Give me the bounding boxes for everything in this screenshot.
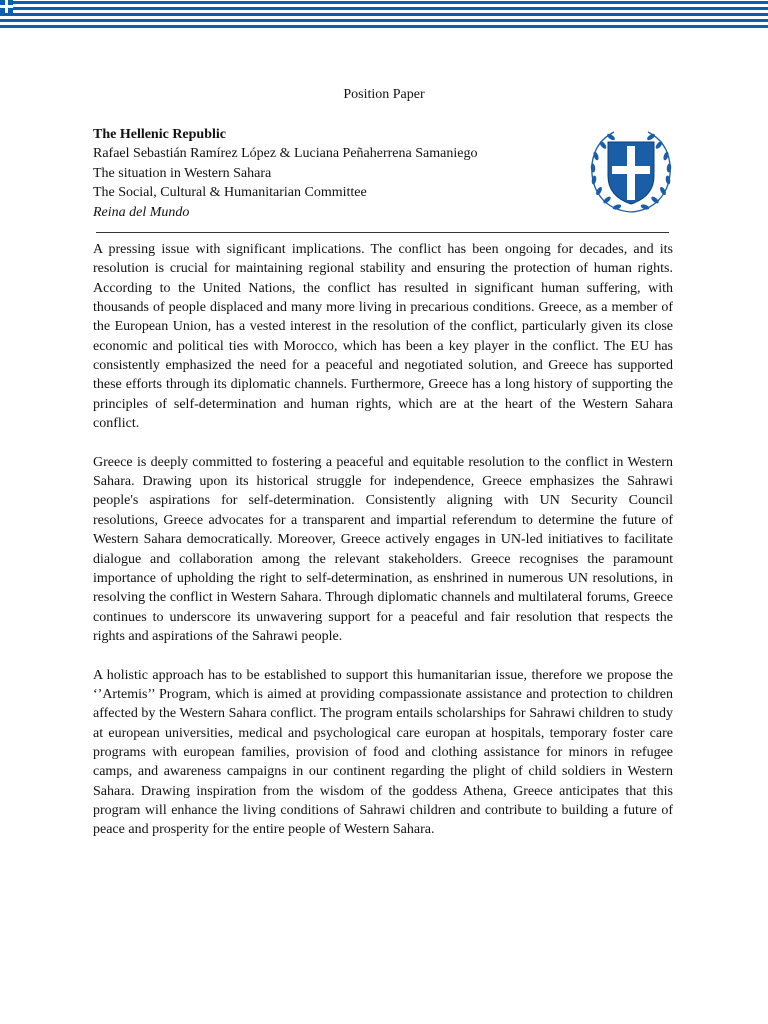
paragraph-1: A pressing issue with significant implications. The conflict has been ongoing for decades, and its resolution is crucial for maintaining regional stability and ensuring the protection of human rights. According to the United Nations, the conflict has resulted in significant human suffering, with thousands of people displaced and many more living in precarious conditions. Greece, as a member of the European Union, has a vested interest in the resolution of the conflict, particularly given its close economic and political ties with Morocco, which has been a key player in the conflict. The EU has consistently emphasized the need for a peaceful and negotiated solution, and Greece has supported these efforts through its diplomatic channels. Furthermore, Greece has a long history of supporting the principles of self-determination and human rights, which are at the heart of the Western Sahara conflict.	[93, 242, 673, 432]
greek-coat-of-arms-icon	[586, 126, 676, 216]
paragraph-2: Greece is deeply committed to fostering a peaceful and equitable resolution to the conflict in Western Sahara. Drawing upon its historical struggle for independence, Greece emphasizes the Sahrawi people's aspirations for self-determination. Consistently aligning with UN Security Council resolutions, Greece advocates for a transparent and impartial referendum to determine the future of Western Sahara democratically. Moreover, Greece actively engages in UN-led initiatives to facilitate dialogue and collaboration among the relevant stakeholders. Greece recognises the paramount importance of upholding the right to self-determination, as enshrined in numerous UN resolutions, in resolving the conflict in Western Sahara. Through diplomatic channels and multilateral forums, Greece continues to underscore its unwavering support for a peaceful and fair resolution that respects the rights and aspirations of the Sahrawi people.	[93, 454, 673, 644]
authors: Rafael Sebastián Ramírez López & Luciana Peñaherrena Samaniego	[93, 146, 478, 162]
document-title: Position Paper	[343, 87, 425, 102]
header-block	[93, 125, 563, 222]
delegation-name: The Hellenic Republic	[93, 127, 226, 142]
body-text	[93, 240, 673, 859]
greek-flag-banner	[0, 0, 768, 30]
committee: The Social, Cultural & Humanitarian Committee	[93, 185, 367, 201]
paragraph-3: A holistic approach has to be established to support this humanitarian issue, therefore we propose the ‘’Artemis’’ Program, which is aimed at providing compassionate assistance and protection to children affected by the Western Sahara conflict. The program entails scholarships for Sahrawi children to study at european universities, medical and psychological care europan at hospitals, temporary foster care programs with european families, provision of food and clothing assistance for minors in refugee camps, and awareness campaigns in our continent regarding the plight of child soldiers in Western Sahara. Drawing inspiration from the wisdom of the goddess Athena, Greece anticipates that this program will enhance the living conditions of Sahrawi children and contribute to building a future of peace and prosperity for the entire people of Western Sahara.	[93, 667, 673, 838]
header-divider	[96, 232, 669, 233]
school-name: Reina del Mundo	[93, 204, 190, 220]
topic: The situation in Western Sahara	[93, 165, 272, 181]
